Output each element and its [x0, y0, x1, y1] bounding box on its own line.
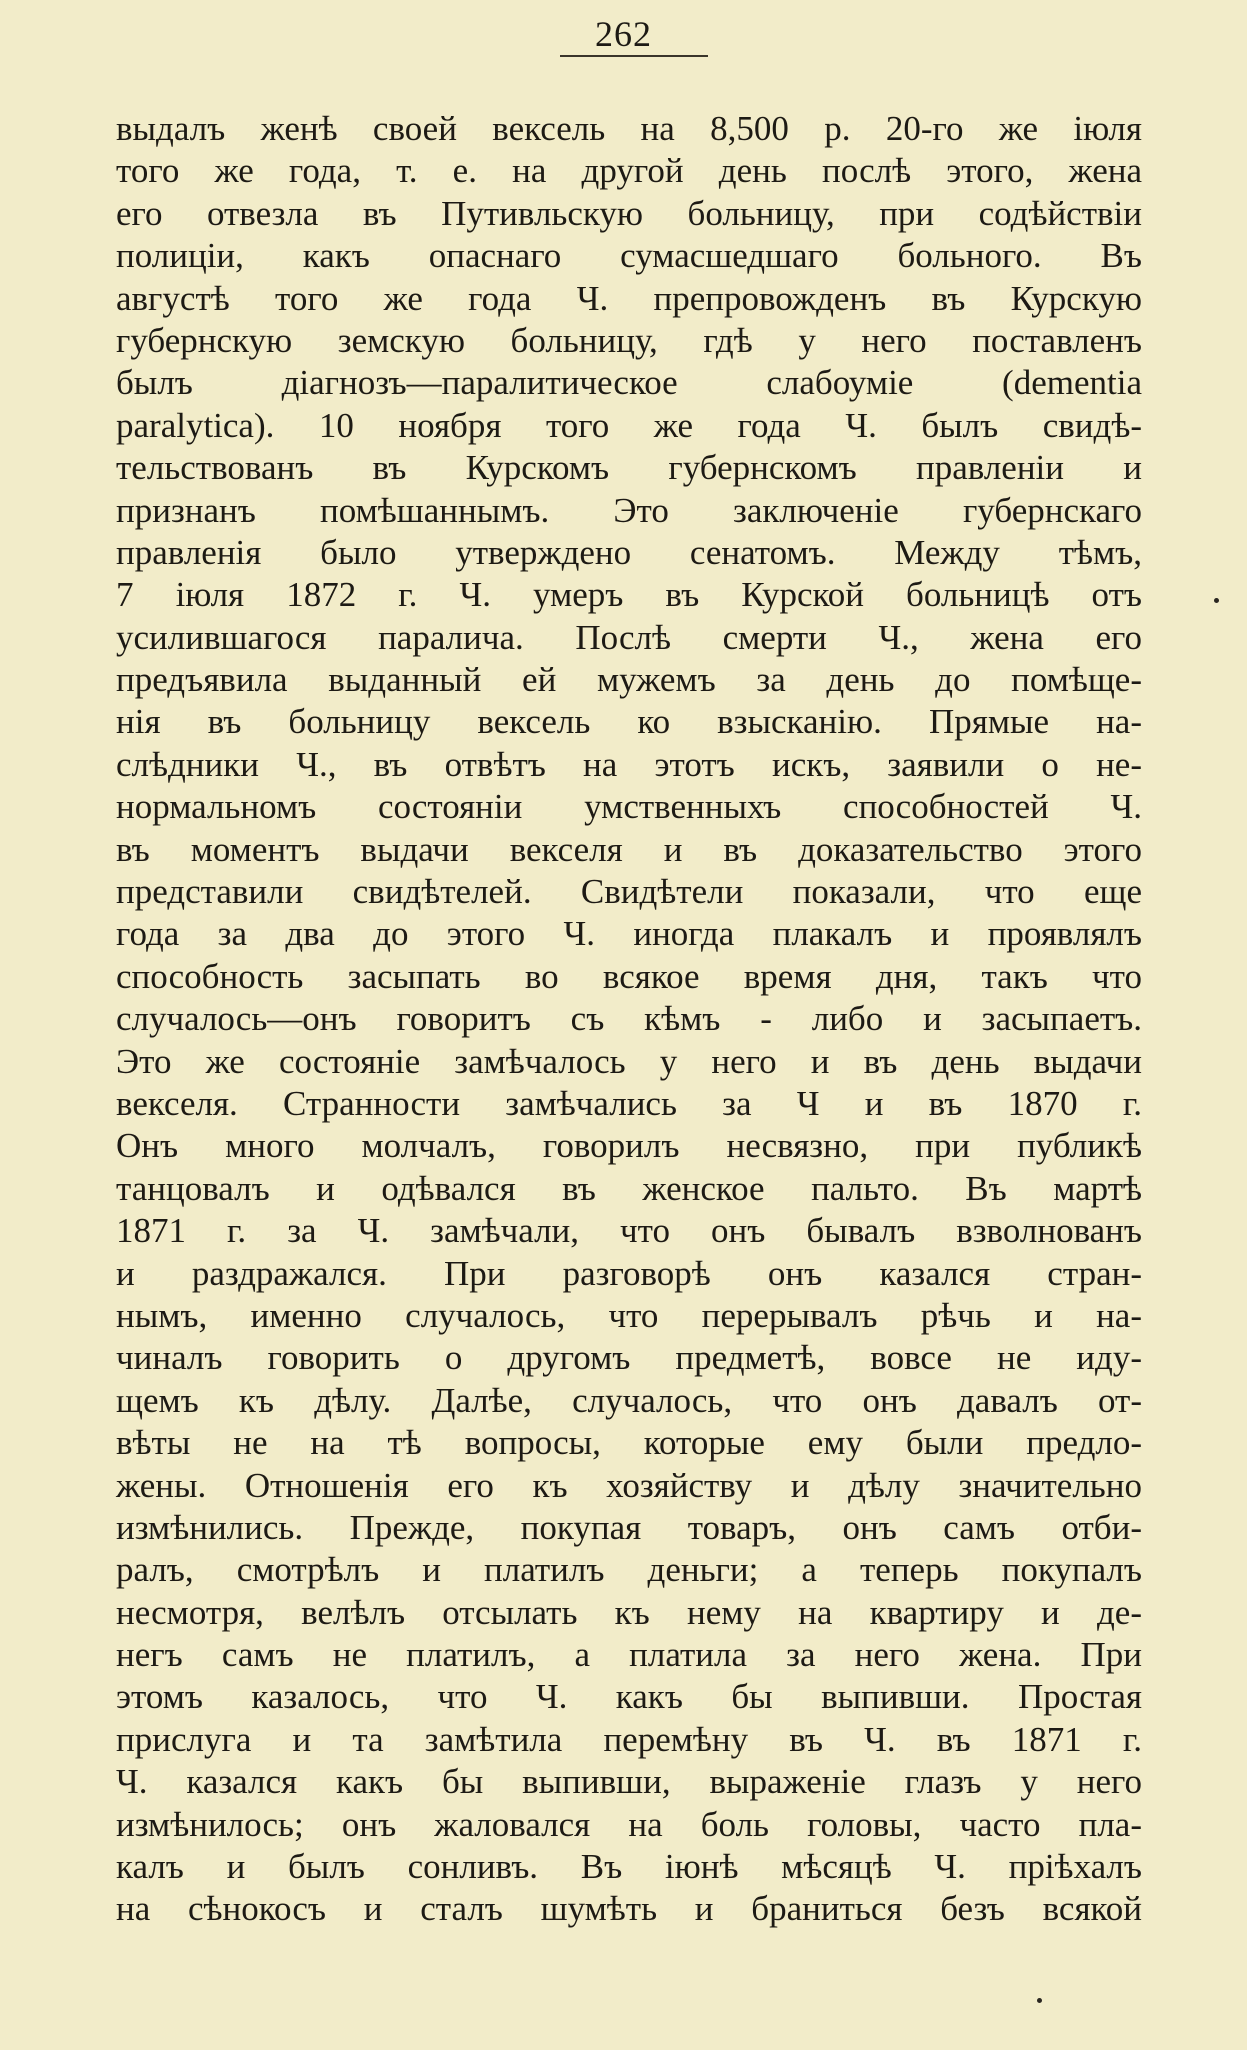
- text-line: слѣдники Ч., въ отвѣтъ на этотъ искъ, заявили о не-: [116, 744, 1142, 784]
- text-line: способность засыпать во всякое время дня, такъ что: [116, 956, 1142, 996]
- text-line: признанъ помѣшаннымъ. Это заключеніе губернскаго: [116, 490, 1142, 530]
- text-line: и раздражался. При разговорѣ онъ казался стран-: [116, 1253, 1142, 1293]
- text-line: нымъ, именно случалось, что перерывалъ рѣчь и на-: [116, 1295, 1142, 1335]
- text-line: Онъ много молчалъ, говорилъ несвязно, при публикѣ: [116, 1126, 1142, 1166]
- header-rule: [560, 55, 708, 57]
- text-line: прислуга и та замѣтила перемѣну въ Ч. въ 1871 г.: [116, 1719, 1142, 1759]
- text-line: выдалъ женѣ своей вексель на 8,500 р. 20-го же іюля: [116, 109, 1142, 148]
- text-line: жены. Отношенія его къ хозяйству и дѣлу значительно: [116, 1465, 1142, 1505]
- text-line: ралъ, смотрѣлъ и платилъ деньги; а теперь покупалъ: [116, 1550, 1142, 1590]
- text-line: на сѣнокосъ и сталъ шумѣть и браниться безъ всякой: [116, 1889, 1142, 1929]
- text-line: усилившагося паралича. Послѣ смерти Ч., жена его: [116, 617, 1142, 657]
- text-line: чиналъ говорить о другомъ предметѣ, вовсе не иду-: [116, 1338, 1142, 1378]
- text-line: представили свидѣтелей. Свидѣтели показали, что еще: [116, 872, 1142, 912]
- text-line: 7 іюля 1872 г. Ч. умеръ въ Курской больницѣ отъ: [116, 575, 1142, 615]
- margin-speck: [1214, 598, 1219, 603]
- text-line: года за два до этого Ч. иногда плакалъ и проявлялъ: [116, 914, 1142, 954]
- text-line: полиціи, какъ опаснаго сумасшедшаго больного. Въ: [116, 236, 1142, 276]
- text-line: предъявила выданный ей мужемъ за день до помѣще-: [116, 660, 1142, 700]
- text-line: августѣ того же года Ч. препровожденъ въ Курскую: [116, 278, 1142, 318]
- text-line: негъ самъ не платилъ, а платила за него жена. При: [116, 1635, 1142, 1675]
- text-line: его отвезла въ Путивльскую больницу, при содѣйствіи: [116, 193, 1142, 233]
- page-number: 262: [595, 14, 652, 54]
- text-line: былъ діагнозъ—паралитическое слабоуміе (dementia: [116, 363, 1142, 403]
- text-line: Ч. казался какъ бы выпивши, выраженіе глазъ у него: [116, 1762, 1142, 1802]
- text-line: векселя. Странности замѣчались за Ч и въ 1870 г.: [116, 1083, 1142, 1123]
- text-line: тельствованъ въ Курскомъ губернскомъ правленіи и: [116, 448, 1142, 488]
- text-line: случалось—онъ говоритъ съ кѣмъ - либо и засыпаетъ.: [116, 999, 1142, 1039]
- body-text: [116, 108, 1142, 1931]
- text-line: 1871 г. за Ч. замѣчали, что онъ бывалъ взволнованъ: [116, 1211, 1142, 1251]
- text-line: щемъ къ дѣлу. Далѣе, случалось, что онъ давалъ от-: [116, 1380, 1142, 1420]
- text-line: танцовалъ и одѣвался въ женское пальто. Въ мартѣ: [116, 1168, 1142, 1208]
- text-line: этомъ казалось, что Ч. какъ бы выпивши. Простая: [116, 1677, 1142, 1717]
- margin-speck: [1037, 1998, 1042, 2003]
- text-line: несмотря, велѣлъ отсылать къ нему на квартиру и де-: [116, 1592, 1142, 1632]
- text-line: губернскую земскую больницу, гдѣ у него поставленъ: [116, 320, 1142, 360]
- text-line: въ моментъ выдачи векселя и въ доказательство этого: [116, 829, 1142, 869]
- text-line: нормальномъ состояніи умственныхъ способностей Ч.: [116, 787, 1142, 827]
- text-line: нія въ больницу вексель ко взысканію. Прямые на-: [116, 702, 1142, 742]
- text-line: калъ и былъ сонливъ. Въ іюнѣ мѣсяцѣ Ч. пріѣхалъ: [116, 1847, 1142, 1887]
- text-line: правленія было утверждено сенатомъ. Между тѣмъ,: [116, 532, 1142, 572]
- text-line: измѣнилось; онъ жаловался на боль головы, часто пла-: [116, 1804, 1142, 1844]
- text-line: того же года, т. е. на другой день послѣ этого, жена: [116, 151, 1142, 191]
- text-line: вѣты не на тѣ вопросы, которые ему были предло-: [116, 1423, 1142, 1463]
- text-line: Это же состояніе замѣчалось у него и въ день выдачи: [116, 1041, 1142, 1081]
- text-line: paralytica). 10 ноября того же года Ч. былъ свидѣ-: [116, 405, 1142, 445]
- text-line: измѣнились. Прежде, покупая товаръ, онъ самъ отби-: [116, 1507, 1142, 1547]
